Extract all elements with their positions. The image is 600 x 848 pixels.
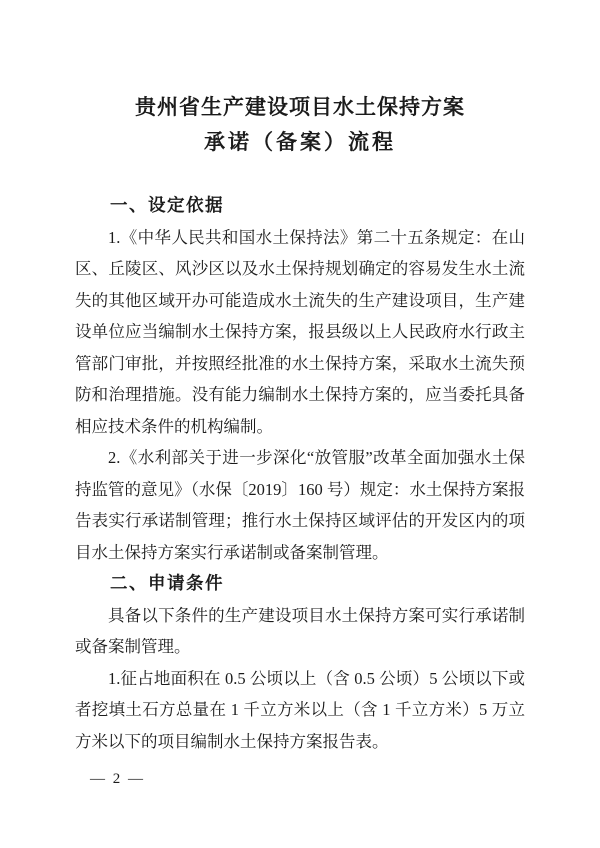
paragraph: 1.征占地面积在 0.5 公顷以上（含 0.5 公顷）5 公顷以下或者挖填土石方总量在 1 千立方米以上（含 1 千立方米）5 万立方米以下的项目编制水土保持方案报告表。 (75, 668, 525, 751)
paragraph: 具备以下条件的生产建设项目水土保持方案可实行承诺制或备案制管理。 (75, 605, 525, 656)
section-heading: 二、申请条件 (110, 573, 224, 593)
section-heading: 一、设定依据 (110, 195, 224, 215)
title-line-1: 贵州省生产建设项目水土保持方案 (135, 95, 465, 119)
title-line-2: 承诺（备案）流程 (204, 130, 396, 154)
paragraph: 1.《中华人民共和国水土保持法》第二十五条规定：在山区、丘陵区、风沙区以及水土保持规划确定的容易发生水土流失的其他区域开办可能造成水土流失的生产建设项目，生产建设单位应当编制水土保持方案，报县级以上人民政府水行政主管部门审批，并按照经批准的水土保持方案，采取水土流失预防和治理措施。没有能力编制水土保持方案的，应当委托具备相应技术条件的机构编制。 (75, 227, 525, 436)
paragraph: 2.《水利部关于进一步深化“放管服”改革全面加强水土保持监管的意见》（水保〔2019〕160 号）规定：水土保持方案报告表实行承诺制管理；推行水土保持区域评估的开发区内的项目水土保持方案实行承诺制或备案制管理。 (75, 448, 525, 562)
document-body (75, 190, 525, 757)
document-title (75, 90, 525, 160)
page-number: — 2 — (90, 771, 145, 787)
